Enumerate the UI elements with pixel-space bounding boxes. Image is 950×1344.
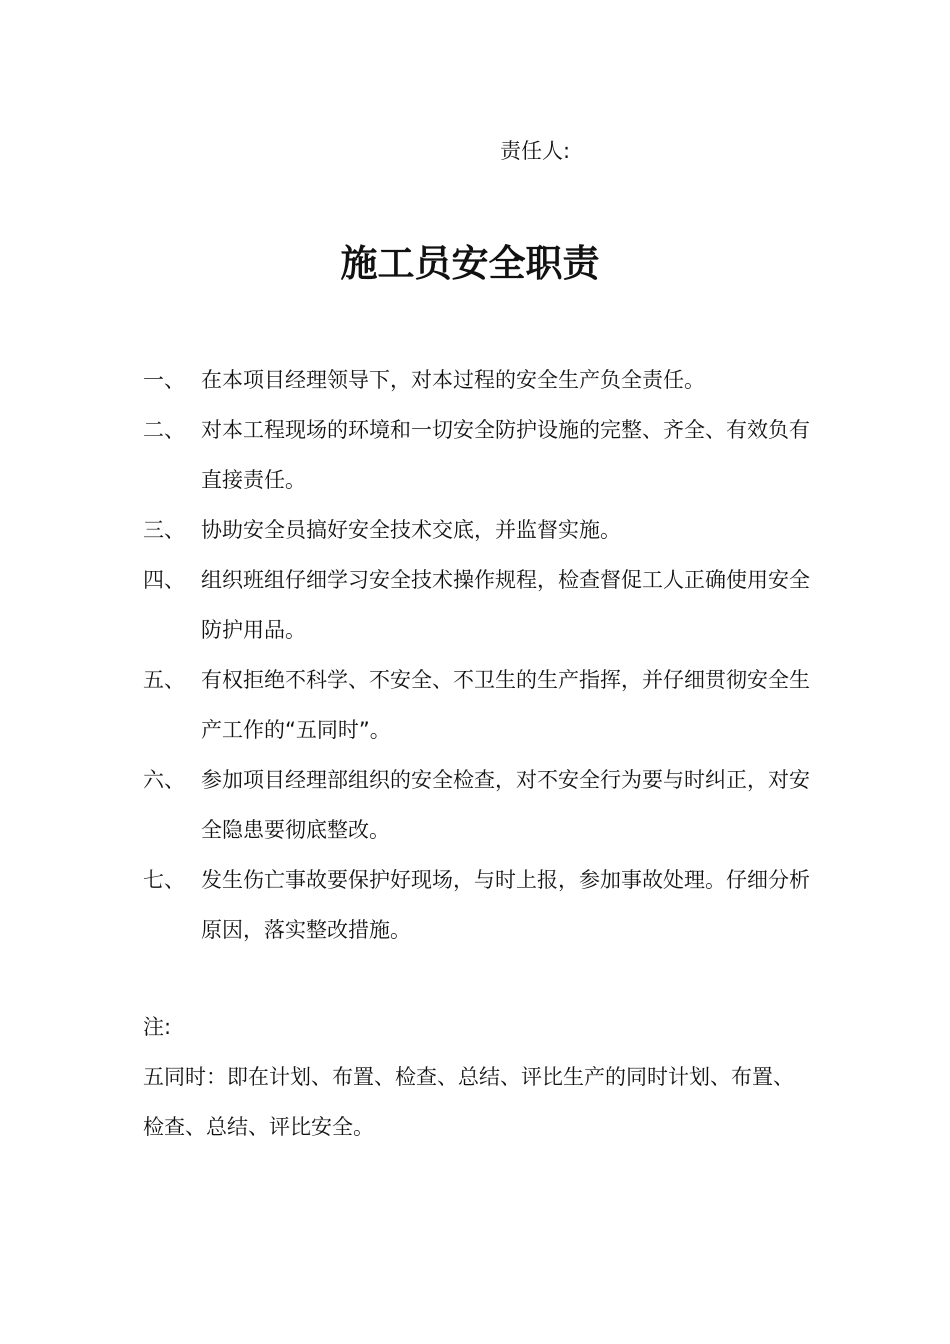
duty-number: 四、 [143, 568, 185, 592]
duty-number: 三、 [143, 518, 185, 542]
duty-text: 在本项目经理领导下，对本过程的安全生产负全责任。 [201, 368, 705, 392]
duty-number: 五、 [143, 668, 185, 692]
duty-number: 一、 [143, 368, 185, 392]
duty-item-2 [143, 405, 823, 505]
duty-text: 有权拒绝不科学、不安全、不卫生的生产指挥，并仔细贯彻安全生产工作的“五同时”。 [201, 668, 810, 742]
duty-text: 组织班组仔细学习安全技术操作规程，检查督促工人正确使用安全防护用品。 [201, 568, 810, 642]
duty-text: 对本工程现场的环境和一切安全防护设施的完整、齐全、有效负有直接责任。 [201, 418, 810, 492]
duty-text: 参加项目经理部组织的安全检查，对不安全行为要与时纠正，对安全隐患要彻底整改。 [201, 768, 810, 842]
duty-list [143, 355, 823, 955]
document-title: 施工员安全职责 [340, 242, 600, 285]
duty-text: 发生伤亡事故要保护好现场，与时上报，参加事故处理。仔细分析原因，落实整改措施。 [201, 868, 810, 942]
duty-text: 协助安全员搞好安全技术交底，并监督实施。 [201, 518, 621, 542]
duty-item-1 [143, 355, 823, 405]
duty-number: 七、 [143, 868, 185, 892]
note-block [143, 1002, 811, 1152]
note-text: 五同时：即在计划、布置、检查、总结、评比生产的同时计划、布置、检查、总结、评比安全。 [143, 1065, 794, 1139]
duty-item-5 [143, 655, 823, 755]
duty-item-4 [143, 555, 823, 655]
responsible-person-label: 责任人: [500, 139, 571, 163]
duty-number: 二、 [143, 418, 185, 442]
duty-item-6 [143, 755, 823, 855]
duty-number: 六、 [143, 768, 185, 792]
note-label: 注: [143, 1015, 172, 1039]
duty-item-7 [143, 855, 823, 955]
duty-item-3 [143, 505, 823, 555]
